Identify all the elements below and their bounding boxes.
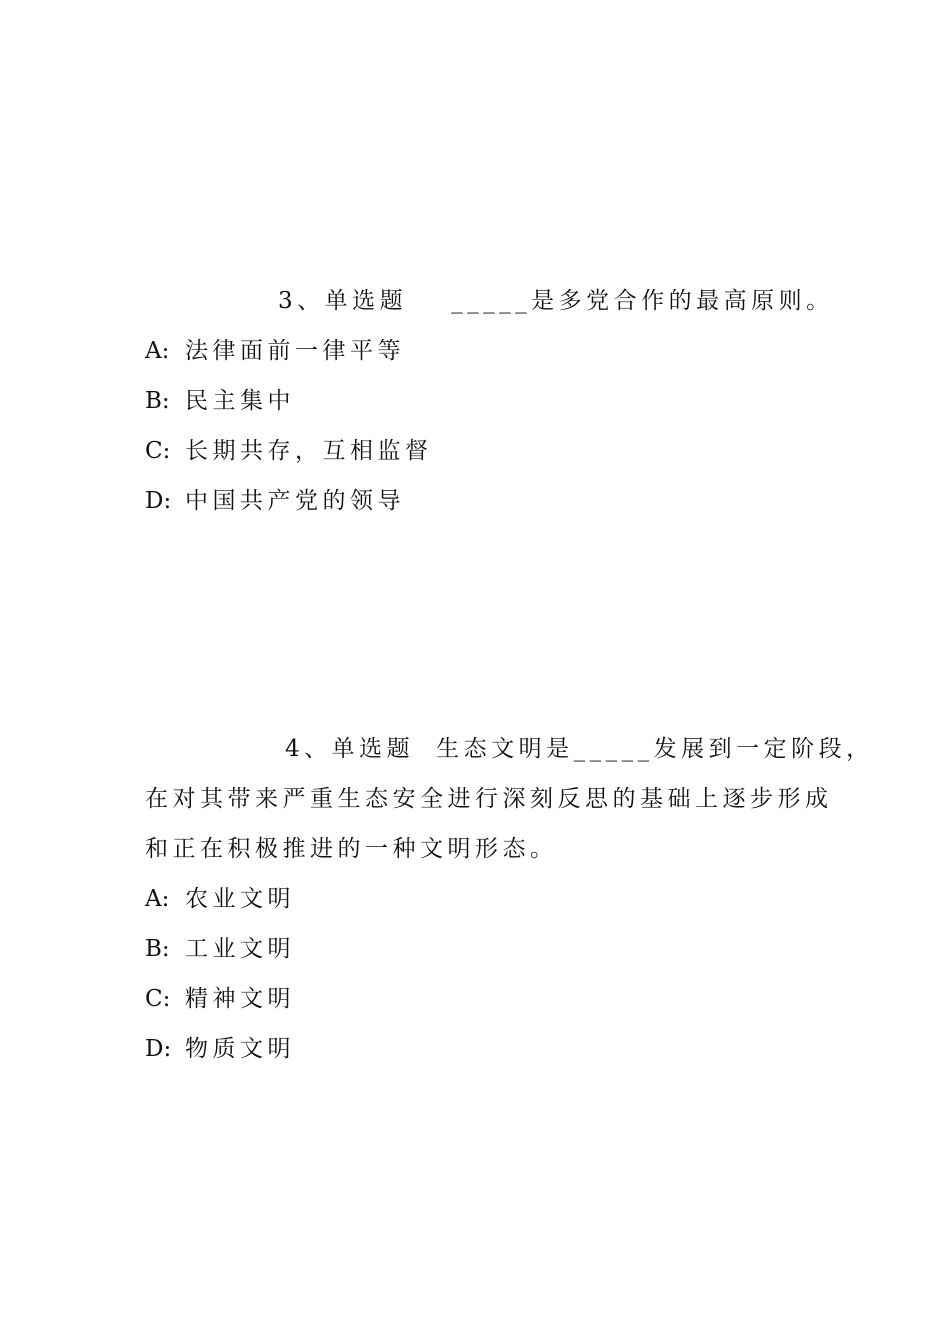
question-4-option-a [145, 884, 295, 914]
option-letter: A: [145, 338, 170, 364]
option-text: 民主集中 [185, 388, 295, 414]
option-letter: B: [145, 388, 170, 414]
question-3-number: 3、单选题 [278, 288, 408, 314]
question-4-number: 4、单选题 [285, 736, 415, 762]
option-letter: C: [145, 986, 171, 1012]
option-text: 农业文明 [185, 886, 295, 912]
question-4-option-b [145, 934, 295, 964]
question-4-option-c [145, 984, 295, 1014]
option-text: 工业文明 [185, 936, 295, 962]
question-3-option-a [145, 336, 405, 366]
option-text: 物质文明 [185, 1036, 295, 1062]
question-4-header [145, 734, 874, 764]
option-letter: D: [145, 488, 172, 514]
question-4-stem-line-3: 和正在积极推进的一种文明形态。 [145, 836, 558, 862]
question-4-stem-line-2: 在对其带来严重生态安全进行深刻反思的基础上逐步形成 [145, 786, 833, 812]
question-4-option-d [145, 1034, 295, 1064]
question-4-stem-line-1: 生态文明是_____发展到一定阶段， [436, 736, 874, 762]
option-letter: D: [145, 1036, 172, 1062]
option-letter: C: [145, 438, 171, 464]
option-letter: A: [145, 886, 170, 912]
option-text: 中国共产党的领导 [185, 488, 405, 514]
question-3-stem: _____是多党合作的最高原则。 [451, 288, 834, 314]
option-text: 长期共存，互相监督 [185, 438, 433, 464]
question-3-header [145, 286, 834, 316]
question-3-option-c [145, 436, 433, 466]
question-3-option-d [145, 486, 405, 516]
question-3-option-b [145, 386, 295, 416]
option-text: 法律面前一律平等 [185, 338, 405, 364]
option-text: 精神文明 [185, 986, 295, 1012]
option-letter: B: [145, 936, 170, 962]
